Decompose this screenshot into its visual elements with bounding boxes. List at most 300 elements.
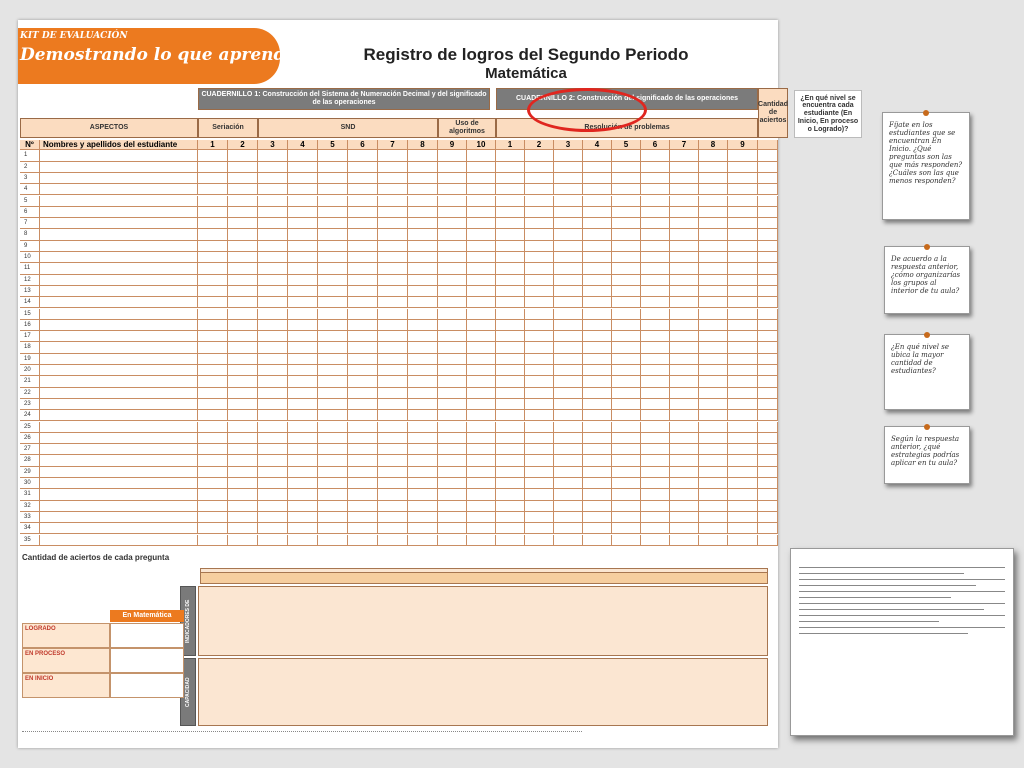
answer-cell (408, 444, 438, 455)
page-subtitle: Matemática (485, 65, 567, 82)
answer-cell (554, 331, 583, 342)
nivel-column-header: ¿En qué nivel se encuentra cada estudiante (En Inicio, En proceso o Logrado)? (794, 90, 862, 138)
student-name-cell[interactable] (40, 184, 198, 195)
answer-cell (467, 196, 496, 207)
student-name-cell[interactable] (40, 489, 198, 500)
answer-cell (198, 150, 228, 161)
answer-cell (728, 297, 758, 308)
answer-cell (699, 275, 728, 286)
answer-cell (258, 286, 288, 297)
table-row (18, 388, 778, 399)
answer-cell (408, 478, 438, 489)
student-name-cell[interactable] (40, 501, 198, 512)
student-name-cell[interactable] (40, 309, 198, 320)
student-name-cell[interactable] (40, 433, 198, 444)
answer-cell (670, 478, 699, 489)
answer-cell (348, 444, 378, 455)
student-name-cell[interactable] (40, 229, 198, 240)
answer-cell (670, 410, 699, 421)
answer-cell (525, 150, 554, 161)
answer-cell (378, 399, 408, 410)
student-name-cell[interactable] (40, 218, 198, 229)
student-name-cell[interactable] (40, 478, 198, 489)
answer-cell (318, 207, 348, 218)
table-row (18, 263, 778, 274)
answer-cell (554, 399, 583, 410)
answer-cell (288, 173, 318, 184)
answer-cell (408, 467, 438, 478)
answer-cell (258, 422, 288, 433)
answer-cell (554, 241, 583, 252)
student-name-cell[interactable] (40, 252, 198, 263)
answer-cell (288, 489, 318, 500)
answer-cell (228, 489, 258, 500)
legend-inicio (22, 673, 184, 698)
answer-cell (408, 297, 438, 308)
answer-cell (525, 354, 554, 365)
row-number: 5 (20, 196, 40, 207)
answer-cell (554, 162, 583, 173)
answer-cell (728, 433, 758, 444)
answer-cell (583, 229, 612, 240)
answer-cell (438, 320, 467, 331)
indicadores-label: INDICADORES DE (180, 586, 196, 656)
answer-cell (318, 467, 348, 478)
table-header-row (18, 140, 778, 150)
answer-cell (699, 489, 728, 500)
answer-cell (288, 433, 318, 444)
answer-cell (641, 376, 670, 387)
answer-cell (348, 184, 378, 195)
answer-cell (496, 309, 525, 320)
answer-cell (228, 241, 258, 252)
answer-cell (525, 275, 554, 286)
answer-cell (699, 218, 728, 229)
answer-cell (318, 263, 348, 274)
answer-cell (288, 388, 318, 399)
answer-cell (258, 173, 288, 184)
answer-cell (670, 433, 699, 444)
row-number: 32 (20, 501, 40, 512)
answer-cell (228, 320, 258, 331)
answer-cell (378, 501, 408, 512)
answer-cell (612, 241, 641, 252)
note-4-text: Según la respuesta anterior, ¿qué estrategias podrías aplicar en tu aula? (891, 435, 960, 467)
answer-cell (288, 399, 318, 410)
answer-cell (228, 501, 258, 512)
answer-cell (728, 320, 758, 331)
group-resolucion-problemas: Resolución de problemas (496, 118, 758, 138)
answer-cell (641, 184, 670, 195)
answer-cell (670, 252, 699, 263)
answer-cell (228, 229, 258, 240)
answer-cell (728, 489, 758, 500)
footnote (22, 731, 582, 734)
answer-cell (438, 444, 467, 455)
answer-cell (258, 275, 288, 286)
answer-cell (583, 286, 612, 297)
answer-cell (198, 399, 228, 410)
answer-cell (438, 184, 467, 195)
answer-cell (699, 150, 728, 161)
answer-cell (348, 309, 378, 320)
answer-cell (258, 376, 288, 387)
answer-cell (467, 331, 496, 342)
answer-cell (378, 388, 408, 399)
answer-cell (318, 275, 348, 286)
answer-cell (496, 444, 525, 455)
q10-header: 10 (467, 140, 496, 150)
answer-cell (496, 162, 525, 173)
answer-cell (496, 173, 525, 184)
answer-cell (408, 150, 438, 161)
q4-header: 4 (288, 140, 318, 150)
answer-cell (438, 433, 467, 444)
student-name-cell[interactable] (40, 365, 198, 376)
answer-cell (228, 388, 258, 399)
answer-cell (554, 207, 583, 218)
answer-cell (496, 207, 525, 218)
student-name-cell[interactable] (40, 173, 198, 184)
answer-cell (318, 501, 348, 512)
answer-cell (728, 365, 758, 376)
answer-cell (525, 309, 554, 320)
row-number: 7 (20, 218, 40, 229)
answer-cell (641, 150, 670, 161)
cuadernillo2-header: CUADERNILLO 2: Construcción del significado de las operaciones (496, 88, 758, 110)
answer-cell (438, 229, 467, 240)
answer-cell (699, 410, 728, 421)
answer-cell (699, 297, 728, 308)
answer-cell (699, 376, 728, 387)
answer-cell (728, 184, 758, 195)
row-number: 4 (20, 184, 40, 195)
answer-cell (554, 275, 583, 286)
answer-cell (670, 297, 699, 308)
table-row (18, 444, 778, 455)
answer-cell (258, 399, 288, 410)
answer-cell (496, 523, 525, 534)
answer-cell (699, 501, 728, 512)
c2-q1-header: 1 (496, 140, 525, 150)
answer-cell (228, 512, 258, 523)
answer-cell (258, 309, 288, 320)
answer-cell (728, 263, 758, 274)
answer-cell (583, 455, 612, 466)
answer-cell (758, 467, 778, 478)
student-name-cell[interactable] (40, 320, 198, 331)
answer-cell (554, 489, 583, 500)
answer-cell (758, 297, 778, 308)
answer-cell (670, 184, 699, 195)
answer-cell (699, 467, 728, 478)
student-name-cell[interactable] (40, 342, 198, 353)
answer-cell (728, 241, 758, 252)
answer-cell (288, 320, 318, 331)
answer-cell (288, 376, 318, 387)
answer-cell (496, 275, 525, 286)
q3-header: 3 (258, 140, 288, 150)
student-name-cell[interactable] (40, 150, 198, 161)
answer-cell (288, 263, 318, 274)
student-name-cell[interactable] (40, 263, 198, 274)
answer-cell (228, 331, 258, 342)
answer-cell (758, 399, 778, 410)
answer-cell (758, 207, 778, 218)
answer-cell (670, 207, 699, 218)
answer-cell (288, 444, 318, 455)
answer-cell (612, 218, 641, 229)
answer-cell (228, 286, 258, 297)
answer-cell (348, 150, 378, 161)
answer-cell (318, 388, 348, 399)
row-number: 23 (20, 399, 40, 410)
table-row (18, 422, 778, 433)
q7-header: 7 (378, 140, 408, 150)
answer-cell (612, 455, 641, 466)
answer-cell (496, 410, 525, 421)
row-number: 22 (20, 388, 40, 399)
answer-cell (758, 489, 778, 500)
answer-cell (378, 365, 408, 376)
answer-cell (408, 512, 438, 523)
answer-cell (699, 523, 728, 534)
row-number: 11 (20, 263, 40, 274)
answer-cell (496, 297, 525, 308)
answer-cell (758, 523, 778, 534)
c2-q6-header: 6 (641, 140, 670, 150)
answer-cell (198, 207, 228, 218)
table-row (18, 399, 778, 410)
student-name-cell[interactable] (40, 444, 198, 455)
answer-cell (554, 286, 583, 297)
answer-cell (198, 523, 228, 534)
student-name-cell[interactable] (40, 410, 198, 421)
answer-cell (467, 342, 496, 353)
student-name-cell[interactable] (40, 512, 198, 523)
answer-cell (438, 342, 467, 353)
student-name-cell[interactable] (40, 196, 198, 207)
answer-cell (198, 365, 228, 376)
answer-cell (728, 173, 758, 184)
reflection-note (790, 548, 1014, 736)
answer-cell (583, 331, 612, 342)
answer-cell (699, 263, 728, 274)
answer-cell (348, 320, 378, 331)
answer-cell (554, 512, 583, 523)
answer-cell (258, 410, 288, 421)
aciertos-label: Cantidad de aciertos de cada pregunta (22, 553, 170, 562)
answer-cell (198, 320, 228, 331)
answer-cell (408, 388, 438, 399)
answer-cell (612, 297, 641, 308)
pin-icon (924, 424, 930, 430)
answer-cell (525, 218, 554, 229)
answer-cell (728, 354, 758, 365)
answer-cell (641, 535, 670, 546)
row-number: 25 (20, 422, 40, 433)
answer-cell (408, 173, 438, 184)
answer-cell (525, 478, 554, 489)
answer-cell (525, 342, 554, 353)
table-row (18, 523, 778, 534)
answer-cell (670, 467, 699, 478)
student-name-cell[interactable] (40, 241, 198, 252)
cuadernillo1-header: CUADERNILLO 1: Construcción del Sistema de Numeración Decimal y del significado de las operaciones (198, 88, 490, 110)
answer-cell (583, 410, 612, 421)
answer-cell (758, 331, 778, 342)
answer-cell (288, 410, 318, 421)
answer-cell (641, 489, 670, 500)
answer-cell (670, 422, 699, 433)
answer-cell (554, 297, 583, 308)
student-name-cell[interactable] (40, 286, 198, 297)
answer-cell (288, 229, 318, 240)
answer-cell (758, 535, 778, 546)
answer-cell (699, 184, 728, 195)
answer-cell (728, 342, 758, 353)
answer-cell (198, 184, 228, 195)
answer-cell (318, 399, 348, 410)
answer-cell (318, 376, 348, 387)
answer-cell (496, 388, 525, 399)
answer-cell (496, 535, 525, 546)
answer-cell (583, 489, 612, 500)
answer-cell (583, 275, 612, 286)
answer-cell (758, 365, 778, 376)
answer-cell (467, 399, 496, 410)
legend-level-proceso: EN PROCESO (22, 648, 110, 673)
answer-cell (612, 422, 641, 433)
q8-header: 8 (408, 140, 438, 150)
answer-cell (699, 342, 728, 353)
answer-cell (641, 478, 670, 489)
row-number: 33 (20, 512, 40, 523)
answer-cell (348, 342, 378, 353)
table-row (18, 196, 778, 207)
answer-cell (612, 342, 641, 353)
answer-cell (198, 309, 228, 320)
answer-cell (378, 478, 408, 489)
answer-cell (438, 422, 467, 433)
row-number: 10 (20, 252, 40, 263)
answer-cell (467, 422, 496, 433)
answer-cell (554, 422, 583, 433)
student-name-cell[interactable] (40, 455, 198, 466)
answer-cell (378, 218, 408, 229)
answer-cell (758, 252, 778, 263)
answer-cell (699, 162, 728, 173)
answer-cell (288, 354, 318, 365)
row-number: 30 (20, 478, 40, 489)
answer-cell (408, 535, 438, 546)
answer-cell (525, 162, 554, 173)
answer-cell (554, 320, 583, 331)
answer-cell (583, 501, 612, 512)
answer-cell (467, 173, 496, 184)
answer-cell (554, 535, 583, 546)
answer-cell (641, 399, 670, 410)
answer-cell (288, 286, 318, 297)
answer-cell (378, 229, 408, 240)
answer-cell (258, 455, 288, 466)
student-name-cell[interactable] (40, 399, 198, 410)
answer-cell (198, 467, 228, 478)
answer-cell (438, 252, 467, 263)
answer-cell (318, 241, 348, 252)
answer-cell (670, 320, 699, 331)
student-name-cell[interactable] (40, 422, 198, 433)
answer-cell (318, 184, 348, 195)
answer-cell (583, 196, 612, 207)
answer-cell (525, 252, 554, 263)
answer-cell (408, 455, 438, 466)
answer-cell (258, 388, 288, 399)
answer-cell (758, 263, 778, 274)
answer-cell (318, 478, 348, 489)
legend-level-logrado: LOGRADO (22, 623, 110, 648)
answer-cell (348, 218, 378, 229)
answer-cell (496, 196, 525, 207)
answer-cell (467, 455, 496, 466)
student-name-cell[interactable] (40, 162, 198, 173)
student-name-cell[interactable] (40, 388, 198, 399)
answer-cell (318, 320, 348, 331)
answer-cell (496, 376, 525, 387)
student-name-cell[interactable] (40, 523, 198, 534)
answer-cell (318, 354, 348, 365)
answer-cell (525, 535, 554, 546)
answer-cell (438, 286, 467, 297)
answer-cell (758, 286, 778, 297)
answer-cell (288, 342, 318, 353)
answer-cell (288, 241, 318, 252)
aspectos-header: ASPECTOS (20, 118, 198, 138)
answer-cell (288, 309, 318, 320)
answer-cell (228, 523, 258, 534)
answer-cell (438, 354, 467, 365)
table-row (18, 218, 778, 229)
answer-cell (228, 252, 258, 263)
answer-cell (467, 286, 496, 297)
answer-cell (467, 444, 496, 455)
answer-cell (758, 354, 778, 365)
student-name-cell[interactable] (40, 376, 198, 387)
student-name-cell[interactable] (40, 297, 198, 308)
sticky-note-2 (884, 246, 970, 314)
answer-cell (525, 365, 554, 376)
student-name-cell[interactable] (40, 207, 198, 218)
answer-cell (378, 297, 408, 308)
table-row (18, 207, 778, 218)
answer-cell (378, 252, 408, 263)
answer-cell (554, 263, 583, 274)
answer-cell (699, 455, 728, 466)
table-row (18, 241, 778, 252)
answer-cell (378, 523, 408, 534)
student-name-cell[interactable] (40, 535, 198, 546)
student-name-cell[interactable] (40, 467, 198, 478)
answer-cell (670, 365, 699, 376)
student-name-cell[interactable] (40, 354, 198, 365)
answer-cell (198, 229, 228, 240)
student-name-cell[interactable] (40, 275, 198, 286)
answer-cell (612, 309, 641, 320)
answer-cell (438, 309, 467, 320)
student-name-cell[interactable] (40, 331, 198, 342)
answer-cell (318, 229, 348, 240)
answer-cell (408, 184, 438, 195)
